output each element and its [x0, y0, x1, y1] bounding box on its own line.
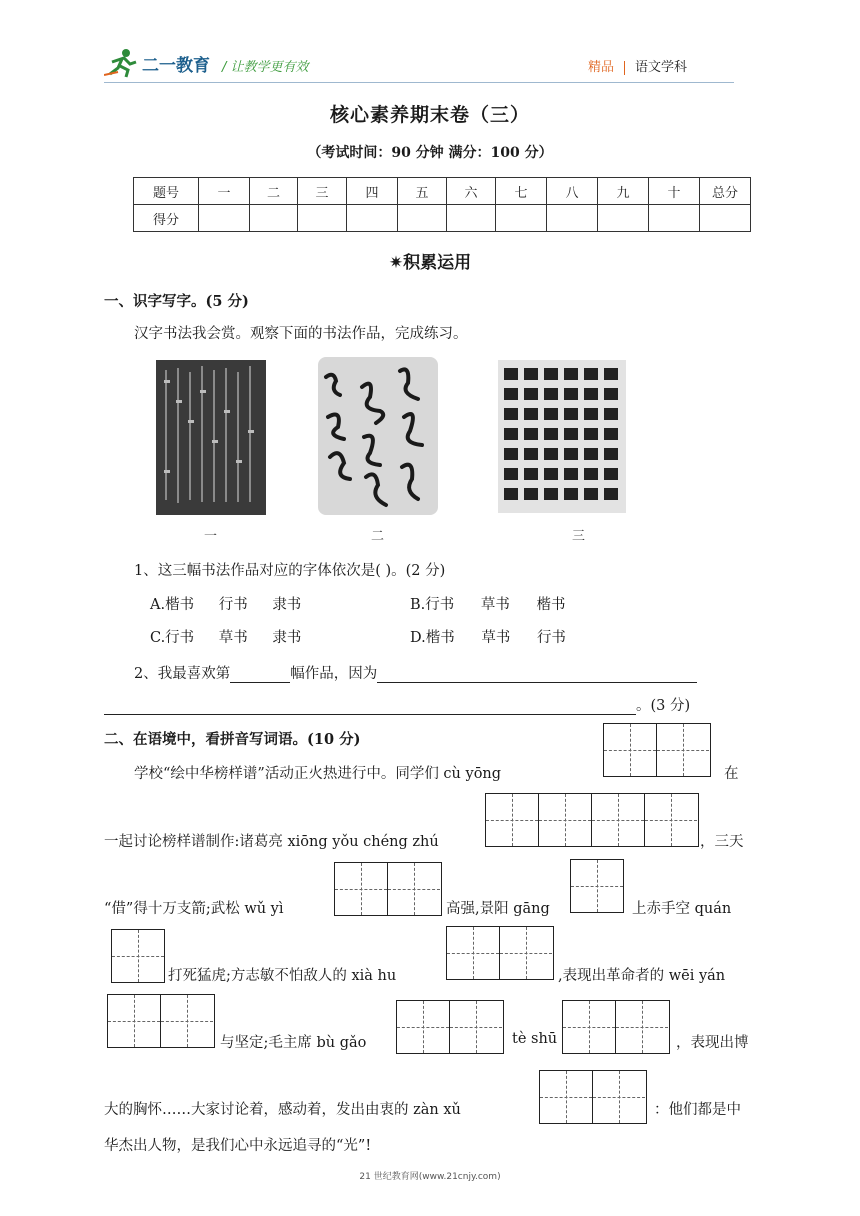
- q1-sub2-mid: 幅作品，因为: [290, 666, 378, 682]
- q2-text-2: 在: [724, 766, 739, 782]
- page-footer: 21 世纪教育网(www.21cnjy.com): [359, 1172, 501, 1182]
- header-right: [588, 56, 687, 75]
- pinyin-box-quan[interactable]: [111, 929, 165, 983]
- answer-blank-reason-2[interactable]: [104, 698, 636, 715]
- score-entry-cell[interactable]: [598, 205, 649, 232]
- pinyin-box-gang[interactable]: [570, 859, 624, 913]
- slogan: / 让教学更有效: [222, 60, 309, 75]
- q2-text-14: ：他们都是中: [654, 1102, 741, 1118]
- score-entry-cell[interactable]: [447, 205, 496, 232]
- q1-sub2-prefix: 2、我最喜欢第: [134, 666, 231, 682]
- q2-text-8: 打死猛虎;方志敏不怕敌人的 xià hu: [168, 968, 397, 984]
- table-cell: 得分: [134, 205, 199, 232]
- q1-sub2: [134, 662, 697, 683]
- table-cell: 题号: [134, 178, 199, 205]
- option-a-text-2: 行书: [218, 597, 248, 613]
- option-c[interactable]: [150, 626, 301, 647]
- score-entry-cell[interactable]: [700, 205, 751, 232]
- pinyin-box-wuyi[interactable]: [334, 862, 442, 916]
- answer-blank-work-number[interactable]: [230, 666, 290, 683]
- table-cell: 七: [496, 178, 547, 205]
- option-b-text-3: 楷书: [536, 597, 566, 613]
- q2-text-1: 学校“绘中华榜样谱”活动正火热进行中。同学们 cù yōng: [134, 766, 502, 782]
- exam-info: （考试时间：90 分钟 满分：100 分）: [307, 145, 553, 161]
- option-b-text-2: 草书: [480, 597, 510, 613]
- option-c-text-1: C.行书: [150, 630, 195, 646]
- subject-label: 语文学科: [635, 60, 688, 75]
- table-cell: 八: [547, 178, 598, 205]
- score-entry-cell[interactable]: [250, 205, 298, 232]
- option-d-text-3: 行书: [536, 630, 566, 646]
- table-cell: 二: [250, 178, 298, 205]
- q2-text-9: ,表现出革命者的 wēi yán: [558, 968, 726, 984]
- score-entry-cell[interactable]: [398, 205, 447, 232]
- caption-1: 一: [204, 529, 218, 544]
- table-cell: 一: [199, 178, 250, 205]
- q2-heading: 二、在语境中，看拼音写词语。(10 分): [104, 731, 361, 748]
- q2-text-12: ，表现出博: [676, 1035, 749, 1051]
- pinyin-box-weiyan[interactable]: [107, 994, 215, 1048]
- score-table-score-row: [134, 205, 751, 232]
- score-entry-cell[interactable]: [649, 205, 700, 232]
- score-entry-cell[interactable]: [496, 205, 547, 232]
- pinyin-box-zanxu[interactable]: [539, 1070, 647, 1124]
- q2-text-10: 与坚定;毛主席 bù gǎo: [220, 1035, 367, 1051]
- q1-heading: 一、识字写字。(5 分): [104, 293, 249, 310]
- logo-text: 二一教育: [142, 55, 210, 76]
- runner-logo-icon: [104, 48, 138, 78]
- table-cell: 四: [347, 178, 398, 205]
- q2-text-15: 华杰出人物，是我们心中永远追寻的“光”!: [104, 1138, 372, 1154]
- q1-sub1: 1、这三幅书法作品对应的字体依次是( )。(2 分): [134, 563, 446, 579]
- option-a-text-3: 隶书: [272, 597, 302, 613]
- q1-sub2-line2: [104, 694, 690, 715]
- option-d[interactable]: [410, 626, 566, 647]
- option-a[interactable]: [150, 593, 301, 614]
- calligraphy-image-3: [498, 360, 626, 513]
- option-c-text-3: 隶书: [272, 630, 302, 646]
- pinyin-box-bugao[interactable]: [396, 1000, 504, 1054]
- option-d-text-2: 草书: [481, 630, 511, 646]
- table-cell: 三: [298, 178, 347, 205]
- score-entry-cell[interactable]: [347, 205, 398, 232]
- score-entry-cell[interactable]: [199, 205, 250, 232]
- q2-text-13: 大的胸怀……大家讨论着，感动着，发出由衷的 zàn xǔ: [104, 1102, 461, 1118]
- q2-text-4: ，三天: [700, 834, 744, 850]
- table-cell: 九: [598, 178, 649, 205]
- option-b-text-1: B.行书: [410, 597, 455, 613]
- q2-text-3: 一起讨论榜样谱制作:诸葛亮 xiōng yǒu chéng zhú: [104, 834, 439, 850]
- caption-3: 三: [572, 529, 586, 544]
- table-cell: 六: [447, 178, 496, 205]
- score-table-header-row: [134, 178, 751, 205]
- pinyin-box-xiongyouchengzhu[interactable]: [485, 793, 699, 847]
- option-d-text-1: D.楷书: [410, 630, 455, 646]
- answer-blank-reason-1[interactable]: [377, 666, 697, 683]
- option-b[interactable]: [410, 593, 565, 614]
- table-cell: 五: [398, 178, 447, 205]
- pinyin-box-xiahu[interactable]: [446, 926, 554, 980]
- calligraphy-image-1: [156, 360, 266, 515]
- score-entry-cell[interactable]: [547, 205, 598, 232]
- option-c-text-2: 草书: [218, 630, 248, 646]
- q1-sub2-end: 。(3 分): [636, 698, 691, 714]
- q1-intro: 汉字书法我会赏。观察下面的书法作品，完成练习。: [134, 326, 468, 342]
- header-divider: [104, 82, 734, 83]
- q2-text-5: “借”得十万支箭;武松 wǔ yì: [104, 901, 284, 917]
- calligraphy-image-2: [318, 357, 438, 515]
- header-separator: [624, 61, 625, 75]
- score-table: [133, 177, 751, 232]
- q2-text-6: 高强,景阳 gāng: [446, 901, 550, 917]
- option-a-text-1: A.楷书: [150, 597, 195, 613]
- page-title: 核心素养期末卷（三）: [329, 104, 530, 126]
- caption-2: 二: [371, 529, 385, 544]
- quality-badge: 精品: [588, 60, 615, 75]
- score-entry-cell[interactable]: [298, 205, 347, 232]
- table-cell: 十: [649, 178, 700, 205]
- pinyin-box-teshu[interactable]: [562, 1000, 670, 1054]
- q2-text-11: tè shū: [512, 1031, 558, 1047]
- pinyin-box-cuyong[interactable]: [603, 723, 711, 777]
- section-title: ✷积累运用: [388, 253, 472, 273]
- q2-text-7: 上赤手空 quán: [632, 901, 732, 917]
- table-cell: 总分: [700, 178, 751, 205]
- brand-logo: [104, 48, 210, 78]
